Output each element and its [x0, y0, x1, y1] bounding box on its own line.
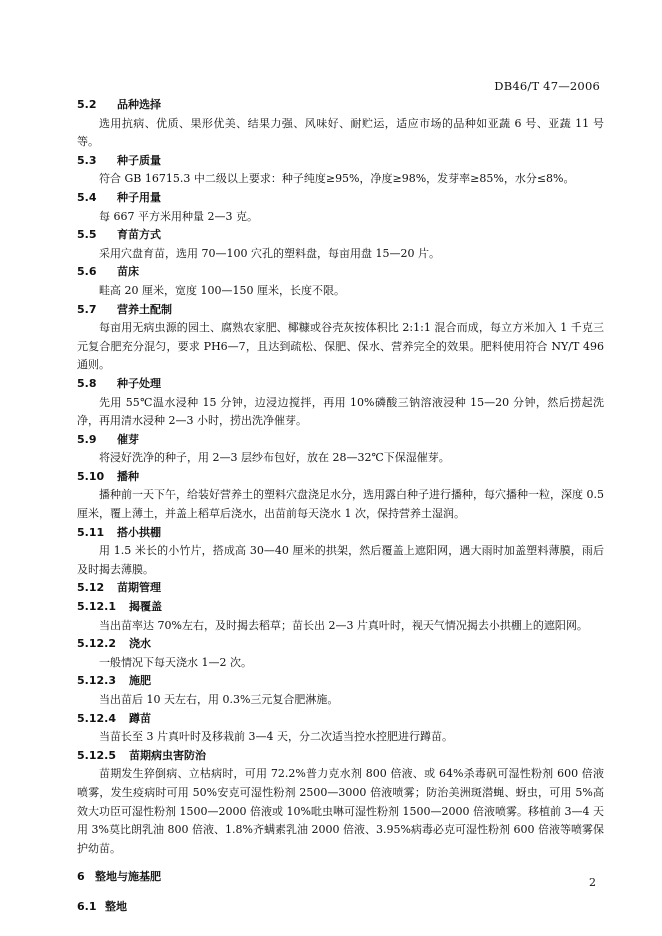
section-heading-6-1 [77, 898, 604, 917]
spacer [77, 858, 604, 868]
section-heading-5-12-4 [77, 710, 604, 729]
section-text-5-12-5: 苗期发生猝倒病、立枯病时，可用 72.2%普力克水剂 800 倍液、或 64%杀毒矾可湿性粉剂 600 倍液喷雾，发生疫病时可用 50%安克可湿性粉剂 2500—3000 倍液喷雾；防治美洲斑潜蝇、蚜虫，可用 5%高效大功臣可湿性粉剂 1500—2000 倍液或 10%吡虫啉可湿性粉剂 1500—2000 倍液喷雾。移植前 3—4 天用 3%莫比朗乳油 800 倍液、1.8%齐螨素乳油 2000 倍液、3.95%病毒必克可湿性粉剂 600 倍液等喷雾保护幼苗。 [77, 767, 604, 855]
section-title: 搭小拱棚 [117, 525, 161, 539]
section-number: 5.9 [77, 432, 97, 446]
section-heading-5-9 [77, 431, 604, 450]
section-text-5-12-3: 当出苗后 10 天左右，用 0.3%三元复合肥淋施。 [99, 693, 339, 706]
section-text-5-12-2: 一般情况下每天浇水 1—2 次。 [99, 655, 252, 669]
section-number: 5.11 [77, 525, 105, 539]
section-number: 5.12 [77, 581, 105, 595]
section-text-5-6: 畦高 20 厘米，宽度 100—150 厘米，长度不限。 [99, 283, 345, 297]
section-text-5-9: 将浸好洗净的种子，用 2—3 层纱布包好，放在 28—32℃下保湿催芽。 [99, 451, 450, 465]
section-text-5-8: 先用 55℃温水浸种 15 分钟，边浸边搅拌，再用 10%磷酸三钠溶液浸种 15—20 分钟，然后捞起洗净，再用清水浸种 2—3 小时，捞出洗净催芽。 [77, 395, 604, 428]
section-title: 种子处理 [117, 376, 161, 390]
section-title: 苗床 [117, 265, 139, 279]
section-text-5-7: 每亩用无病虫源的园土、腐熟农家肥、椰糠或谷壳灰按体积比 2:1:1 混合而成，每立方米加入 1 千克三元复合肥充分混匀，要求 PH6—7，且达到疏松、保肥、保水、营养完全的效果。肥料使用符合 NY/T 496 通则。 [77, 321, 604, 372]
section-title: 整地与施基肥 [95, 870, 161, 884]
section-title: 整地 [105, 899, 127, 913]
section-number: 5.10 [77, 469, 105, 483]
section-heading-5-12-5 [77, 747, 604, 766]
section-number: 5.12.1 [77, 600, 116, 614]
section-heading-5-12-1 [77, 598, 604, 617]
section-heading-5-10 [77, 468, 604, 487]
section-number: 5.5 [77, 228, 97, 242]
standard-code: DB46/T 47—2006 [494, 79, 600, 93]
section-number: 5.12.2 [77, 637, 116, 651]
section-heading-5-12 [77, 579, 604, 598]
section-number: 5.3 [77, 153, 97, 167]
section-heading-5-6 [77, 263, 604, 282]
section-text-5-5: 采用穴盘育苗，选用 70—100 穴孔的塑料盘，每亩用盘 15—20 片。 [99, 246, 440, 260]
section-number: 5.4 [77, 190, 97, 204]
section-text-5-10: 播种前一天下午，给装好营养土的塑料穴盘浇足水分，选用露白种子进行播种，每穴播种一粒，深度 0.5 厘米，覆上薄土，并盖上稻草后浇水，出苗前每天浇水 1 次，保持营养土湿润。 [77, 488, 604, 521]
document-body [77, 96, 604, 917]
section-text-5-11: 用 1.5 米长的小竹片，搭成高 30—40 厘米的拱架，然后覆盖上遮阳网，遇大雨时加盖塑料薄膜，雨后及时揭去薄膜。 [77, 544, 604, 576]
section-text-5-12-4: 当苗长至 3 片真叶时及移栽前 3—4 天，分二次适当控水控肥进行蹲苗。 [99, 730, 453, 744]
section-text-5-2: 选用抗病、优质、果形优美、结果力强、风味好、耐贮运，适应市场的品种如亚蔬 6 号、亚蔬 11 号等。 [77, 116, 604, 149]
section-title: 蹲苗 [129, 711, 151, 725]
section-title: 营养土配制 [117, 302, 172, 316]
section-title: 揭覆盖 [129, 600, 162, 614]
section-number: 5.12.5 [77, 748, 116, 762]
section-title: 浇水 [129, 637, 151, 651]
section-number: 5.8 [77, 376, 97, 390]
section-title: 育苗方式 [117, 228, 161, 242]
section-heading-5-12-2 [77, 635, 604, 654]
section-number: 6 [77, 870, 85, 884]
section-heading-5-7 [77, 301, 604, 320]
section-number: 5.2 [77, 98, 97, 111]
section-title: 施肥 [129, 674, 151, 688]
section-heading-5-4 [77, 189, 604, 208]
section-text-5-12-1: 当出苗率达 70%左右，及时揭去稻草；苗长出 2—3 片真叶时，视天气情况揭去小拱棚上的遮阳网。 [99, 618, 588, 632]
section-heading-5-5 [77, 226, 604, 245]
section-title: 种子用量 [117, 190, 161, 204]
section-heading-5-2 [77, 96, 604, 115]
spacer [77, 887, 604, 898]
section-heading-5-12-3 [77, 672, 604, 691]
section-title: 播种 [117, 469, 139, 483]
section-title: 苗期病虫害防治 [129, 748, 206, 762]
section-heading-5-3 [77, 152, 604, 171]
section-number: 5.6 [77, 265, 97, 279]
section-number: 5.12.3 [77, 674, 116, 688]
page-number: 2 [589, 876, 596, 889]
section-number: 5.7 [77, 302, 97, 316]
section-heading-5-8 [77, 375, 604, 394]
section-title: 种子质量 [117, 153, 161, 167]
section-heading-6 [77, 868, 604, 887]
section-text-5-3: 符合 GB 16715.3 中二级以上要求：种子纯度≥95%，净度≥98%，发芽率≥85%，水分≤8%。 [99, 172, 575, 186]
section-text-5-4: 每 667 平方米用种量 2—3 克。 [99, 209, 258, 223]
section-title: 苗期管理 [117, 581, 161, 595]
section-title: 品种选择 [117, 98, 161, 111]
section-heading-5-11 [77, 524, 604, 543]
section-title: 催芽 [117, 432, 139, 446]
section-number: 6.1 [77, 899, 97, 913]
section-number: 5.12.4 [77, 711, 116, 725]
